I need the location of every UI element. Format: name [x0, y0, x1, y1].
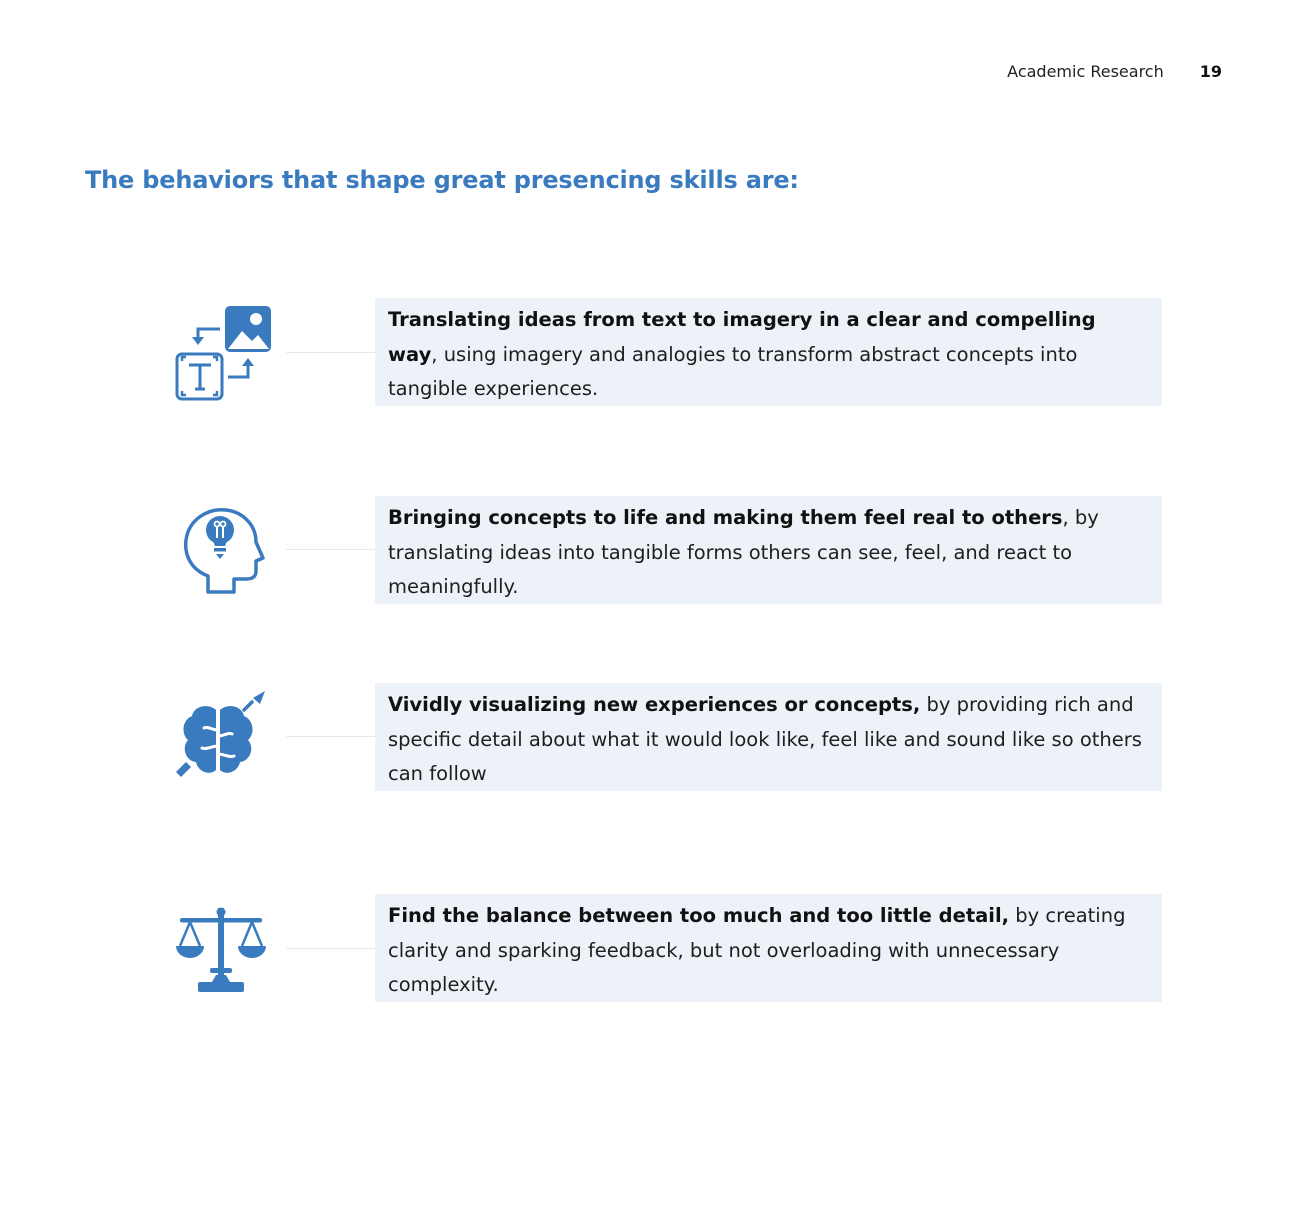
- page-number: 19: [1199, 62, 1222, 81]
- behavior-text: by creating clarity and sparking feedback, but not overloading with unnecessary complexity.: [388, 904, 1126, 996]
- behavior-lead: Vividly visualizing new experiences or concepts,: [388, 693, 921, 716]
- connector-line: [286, 736, 375, 737]
- behavior-text: , using imagery and analogies to transform abstract concepts into tangible experiences.: [388, 342, 1078, 400]
- behavior-lead: Find the balance between too much and too little detail,: [388, 904, 1010, 927]
- behavior-card: [375, 894, 1162, 1002]
- connector-line: [286, 549, 375, 550]
- behavior-text: , by translating ideas into tangible forms others can see, feel, and react to meaningfully.: [388, 506, 1099, 598]
- connector-line: [286, 948, 375, 949]
- text-to-image-icon: [172, 303, 272, 403]
- page-title: The behaviors that shape great presencing skills are:: [85, 166, 799, 194]
- section-title: Academic Research: [1007, 62, 1164, 81]
- behavior-card: [375, 298, 1162, 406]
- behavior-lead: Bringing concepts to life and making them feel real to others: [388, 506, 1063, 529]
- page-header: [1007, 62, 1222, 81]
- brain-idea-icon: [172, 688, 272, 788]
- behavior-card: [375, 496, 1162, 604]
- behavior-lead: Translating ideas from text to imagery in a clear and compelling way: [388, 308, 1096, 366]
- balance-scale-icon: [172, 902, 272, 1002]
- head-lightbulb-icon: [172, 504, 272, 604]
- behavior-text: by providing rich and specific detail about what it would look like, feel like and sound like so others can follow: [388, 693, 1142, 785]
- behavior-card: [375, 683, 1162, 791]
- connector-line: [286, 352, 375, 353]
